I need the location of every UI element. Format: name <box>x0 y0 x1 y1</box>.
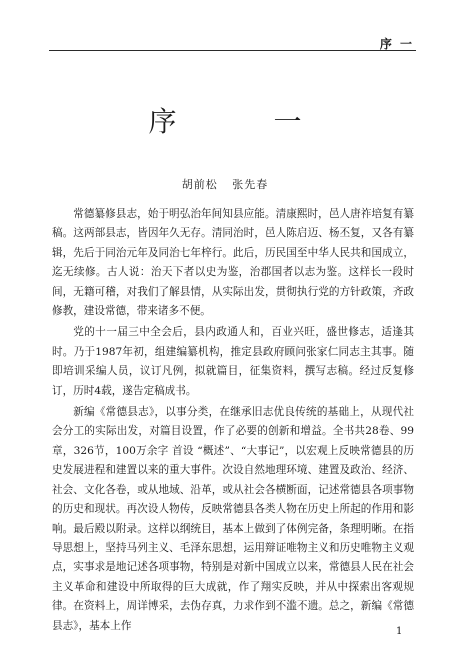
running-head: 序 一 <box>379 37 414 51</box>
author-line: 胡前松 张先春 <box>181 178 269 191</box>
header-rule <box>49 50 416 51</box>
page-title: 序 一 <box>148 105 346 138</box>
paragraph: 党的十一届三中全会后，县内政通人和，百业兴旺，盛世修志，适逢其时。乃于1987年初，组建编纂机构，推定县政府顾问张家仁同志主其事。随即培训采编人员，议订凡例，拟就篇目，征集资料，撰写志稿。经过反复修订，历时4载，遂告定稿成书。 <box>52 326 414 397</box>
paragraph: 常德纂修县志，始于明弘治年间知县应能。清康熙时，邑人唐祚培复有纂稿。这两部县志，皆因年久无存。清同治时，邑人陈启迈、杨丕复，又各有纂辑，先后于同治元年及同治七年梓行。此后，历民国至中华人民共和国成立，迄无续修。古人说：治天下者以史为鉴，治郡国者以志为鉴。这样长一段时间，无籍可稽，对我们了解县情，从实际出发，贯彻执行党的方针政策，齐政修教，建设常德，带来诸多不便。 <box>52 208 414 318</box>
body-text <box>52 205 414 638</box>
paragraph: 新编《常德县志》，以事分类，在继承旧志优良传统的基础上，从现代社会分工的实际出发，对篇目设置，作了必要的创新和增益。全书共28卷、99章，326节，100万余字 首设 “概述”、“大事记”，以宏观上反映常德县的历史发展进程和建置以来的重大事件。次设自然地理环境、建置及政治、经济、社会、文化各卷，或从地域、沿革，或从社会各横断面，记述常德县各项事物的历史和现状。再次设人物传，反映常德县各类人物在历史上所起的作用和影响。最后殿以附录。这样以纲统目，基本上做到了体例完备，条理明晰。在指导思想上，坚持马列主义、毛泽东思想，运用辩证唯物主义和历史唯物主义观点，实事求是地记述各项事物，特别是对新中国成立以来，常德县人民在社会主义革命和建设中所取得的巨大成就，作了翔实反映，并从中探索出客观规律。在资料上，周详博采，去伪存真，力求作到不滥不遗。总之，新编《常德县志》，基本上作 <box>52 406 414 632</box>
page-number: 1 <box>396 626 403 637</box>
